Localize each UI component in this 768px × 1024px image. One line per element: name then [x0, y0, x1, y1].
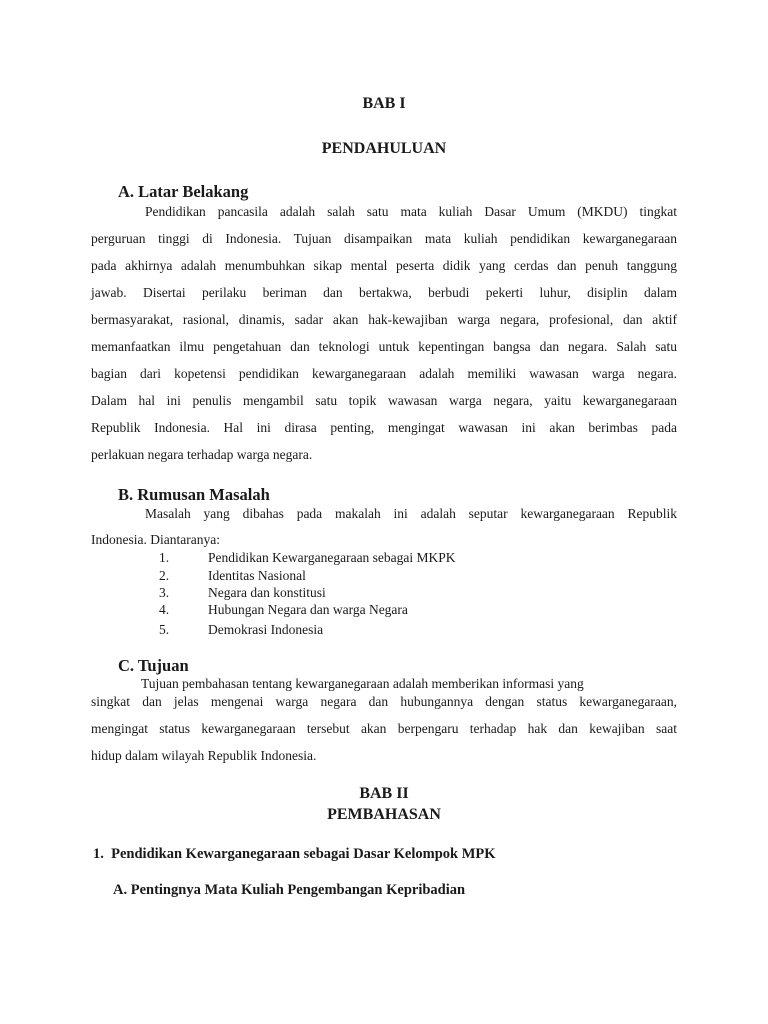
- pembahasan-item-1: 1. Pendidikan Kewarganegaraan sebagai Dasar Kelompok MPK: [93, 846, 496, 862]
- latar-heading: A. Latar Belakang: [118, 182, 249, 201]
- latar-line: Republik Indonesia. Hal ini dirasa penting, mengingat wawasan ini akan berimbas pada: [91, 420, 677, 435]
- latar-line: Dalam hal ini penulis mengambil satu topik wawasan warga negara, yaitu kewarganegaraan: [91, 393, 677, 408]
- list-item-text: Negara dan konstitusi: [208, 585, 326, 600]
- list-item-number: 1.: [159, 550, 170, 565]
- latar-line: bermasyarakat, rasional, dinamis, sadar akan hak-kewajiban warga negara, profesional, dan aktif: [91, 312, 677, 327]
- tujuan-line: mengingat status kewarganegaraan tersebut akan berpengaru terhadap hak dan kewajiban saat: [91, 721, 677, 736]
- list-item-text: Hubungan Negara dan warga Negara: [208, 602, 408, 617]
- bab1-subtitle: PENDAHULUAN: [321, 140, 447, 157]
- latar-line: bagian dari kopetensi pendidikan kewarganegaraan adalah memiliki wawasan warga negara.: [91, 366, 677, 381]
- list-item-text: Pendidikan Kewarganegaraan sebagai MKPK: [208, 550, 456, 565]
- tujuan-line: Tujuan pembahasan tentang kewarganegaraan adalah memberikan informasi yang: [141, 676, 584, 691]
- latar-line: perguruan tinggi di Indonesia. Tujuan disampaikan mata kuliah pendidikan kewarganegaraan: [91, 231, 677, 246]
- tujuan-heading: C. Tujuan: [118, 656, 189, 675]
- bab2-subtitle: PEMBAHASAN: [327, 806, 441, 823]
- rumusan-heading: B. Rumusan Masalah: [118, 485, 270, 504]
- list-item-text: Demokrasi Indonesia: [208, 622, 324, 637]
- pembahasan-sub-a: A. Pentingnya Mata Kuliah Pengembangan Kepribadian: [113, 882, 466, 898]
- latar-line: perlakuan negara terhadap warga negara.: [91, 447, 313, 462]
- list-item-number: 5.: [159, 622, 170, 637]
- tujuan-line: singkat dan jelas mengenai warga negara dan hubungannya dengan status kewarganegaraan,: [91, 694, 677, 709]
- tujuan-line: hidup dalam wilayah Republik Indonesia.: [91, 748, 317, 763]
- latar-line: jawab. Disertai perilaku beriman dan bertakwa, berbudi pekerti luhur, disiplin dalam: [91, 285, 677, 300]
- list-item-number: 3.: [159, 585, 170, 600]
- latar-line: pada akhirnya adalah menumbuhkan sikap mental peserta didik yang cerdas dan penuh tanggung: [91, 258, 677, 273]
- list-item-number: 4.: [159, 602, 170, 617]
- latar-line: memanfaatkan ilmu pengetahuan dan teknologi untuk kepentingan bangsa dan negara. Salah satu: [91, 339, 677, 354]
- list-item-text: Identitas Nasional: [208, 568, 306, 583]
- bab1-title: BAB I: [362, 95, 406, 112]
- list-item-number: 2.: [159, 568, 170, 583]
- rumusan-line: Indonesia. Diantaranya:: [91, 532, 220, 547]
- latar-line: Pendidikan pancasila adalah salah satu mata kuliah Dasar Umum (MKDU) tingkat: [145, 204, 677, 219]
- rumusan-line: Masalah yang dibahas pada makalah ini adalah seputar kewarganegaraan Republik: [145, 506, 677, 521]
- bab2-title: BAB II: [359, 785, 409, 802]
